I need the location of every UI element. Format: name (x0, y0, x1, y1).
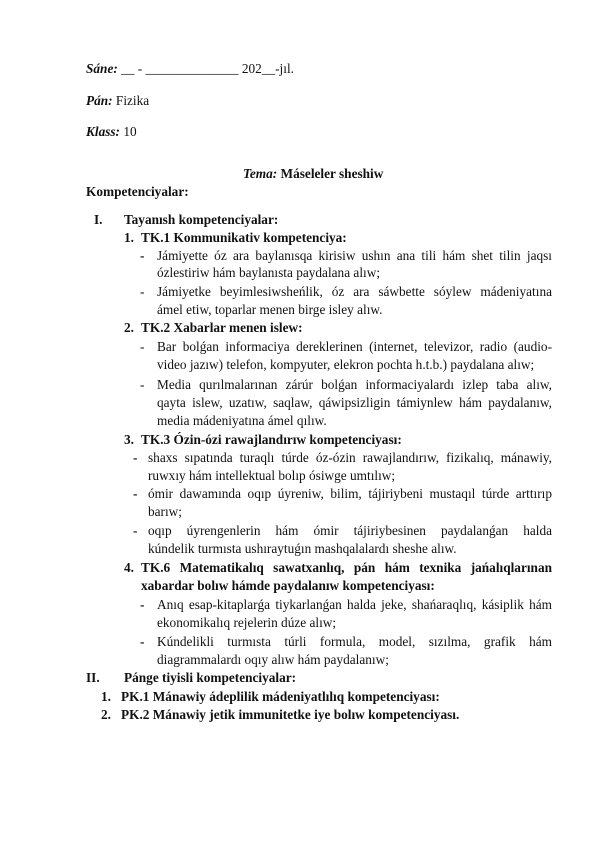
section2-title: Pánge tiyisli kompetenciyalar: (124, 670, 297, 685)
topic-value: Máseleler sheshiw (277, 166, 384, 181)
item2-title: TK.2 Xabarlar menen islew: (141, 320, 303, 335)
item1-title: TK.1 Kommunikativ kompetenciya: (141, 230, 347, 245)
date-value: __ - ______________ 202__-jıl. (117, 61, 294, 76)
item4-bullet2-line1: Kúndelikli turmısta túrli formula, model, sızılma, grafik hám (157, 634, 552, 649)
bullet-dash: - (140, 597, 145, 612)
section2-item2-title: PK.2 Mánawiy jetik immunitetke iye bolıw kompetenciyası. (121, 707, 460, 722)
section2-item1-title: PK.1 Mánawiy ádeplilik mádeniyatlılıq kompetenciyası: (121, 689, 440, 704)
date-line (86, 61, 294, 77)
item2-bullet1-line2: video jazıw) telefon, kompyuter, elekron pochta h.t.b.) paydalana alıw; (157, 357, 535, 372)
item1-bullet1-line2: ózlestiriw hám baylanısta paydalana alıw; (157, 265, 381, 280)
class-line (86, 124, 137, 140)
item1-bullet2-line1: Jámiyetke beyimlesiwsheńlik, óz ara sáwbette sóylew mádeniyatına (157, 284, 552, 299)
section2-number: II. (86, 670, 100, 685)
item3-bullet3-line1: oqıp úyrengenlerin hám ómir tájiriybesinen paydalanǵan halda (148, 523, 552, 538)
bullet-dash: - (140, 339, 145, 354)
item2-bullet2-line3: media mádeniyatına ámel qılıw. (157, 413, 327, 428)
item3-number: 3. (124, 432, 134, 447)
item4-bullet2-line2: diagrammalardı oqıy alıw hám paydalanıw; (157, 652, 389, 667)
item2-number: 2. (124, 320, 134, 335)
subject-label: Pán: (86, 93, 113, 108)
subject-value: Fizika (112, 93, 150, 108)
item3-bullet1-line1: shaxs sıpatında turaqlı túrde óz-ózin rawajlandırıw, fizikalıq, mánawiy, (148, 450, 552, 465)
item4-title-line2: xabardar bolıw hámde paydalanıw kompetenciyası: (141, 578, 435, 593)
competencies-heading: Kompetenciyalar: (86, 184, 189, 199)
bullet-dash: - (133, 450, 138, 465)
item4-title-line1: TK.6 Matematikalıq sawatxanlıq, pán hám texnika jańalıqlarınan (141, 560, 552, 575)
topic-line (243, 166, 383, 182)
bullet-dash: - (140, 377, 145, 392)
item2-bullet2-line1: Media qurılmalarınan zárúr bolǵan informaciyalardı izlep taba alıw, (157, 377, 552, 392)
item4-bullet1-line1: Anıq esap-kitaplarǵa tiykarlanǵan halda jeke, shańaraqlıq, kásiplik hám (157, 597, 552, 612)
item1-number: 1. (124, 230, 134, 245)
item3-bullet3-line2: kúndelik turmısta ushıraytuǵın mashqalalardı sheshe alıw. (148, 541, 457, 556)
item1-bullet2-line2: ámel etiw, toparlar menen birge isley alıw. (157, 302, 383, 317)
section2-item2-number: 2. (101, 707, 111, 722)
section1-number: I. (94, 212, 103, 227)
item3-title: TK.3 Ózin-ózi rawajlandırıw kompetenciyası: (141, 432, 402, 447)
subject-line (86, 93, 149, 109)
bullet-dash: - (133, 486, 138, 501)
item1-bullet1-line1: Jámiyette óz ara baylanısqa kirisiw ushın ana tili hám shet tilin jaqsı (157, 248, 552, 263)
topic-label: Tema: (243, 166, 278, 181)
bullet-dash: - (140, 634, 145, 649)
item4-bullet1-line2: ekonomikalıq rejelerin dúze alıw; (157, 615, 337, 630)
item2-bullet2-line2: qayta islew, uzatıw, saqlaw, qáwipsizligin támiynlew hám paydalanıw, (157, 395, 552, 410)
class-label: Klass: (86, 124, 120, 139)
section2-item1-number: 1. (101, 689, 111, 704)
bullet-dash: - (133, 523, 138, 538)
item2-bullet1-line1: Bar bolǵan informaciya dereklerinen (internet, televizor, radio (audio- (157, 339, 552, 354)
item3-bullet2-line1: ómir dawamında oqıp úyreniw, bilim, tájiriybeni mustaqıl túrde arttırıp (148, 486, 552, 501)
item3-bullet1-line2: ruwxıy hám intellektual bolıp ósiwge umtılıw; (148, 468, 396, 483)
item3-bullet2-line2: barıw; (148, 504, 182, 519)
bullet-dash: - (140, 248, 145, 263)
class-value: 10 (120, 124, 137, 139)
section1-title: Tayanısh kompetenciyalar: (124, 212, 279, 227)
bullet-dash: - (140, 284, 145, 299)
date-label: Sáne: (86, 61, 118, 76)
item4-number: 4. (124, 560, 134, 575)
